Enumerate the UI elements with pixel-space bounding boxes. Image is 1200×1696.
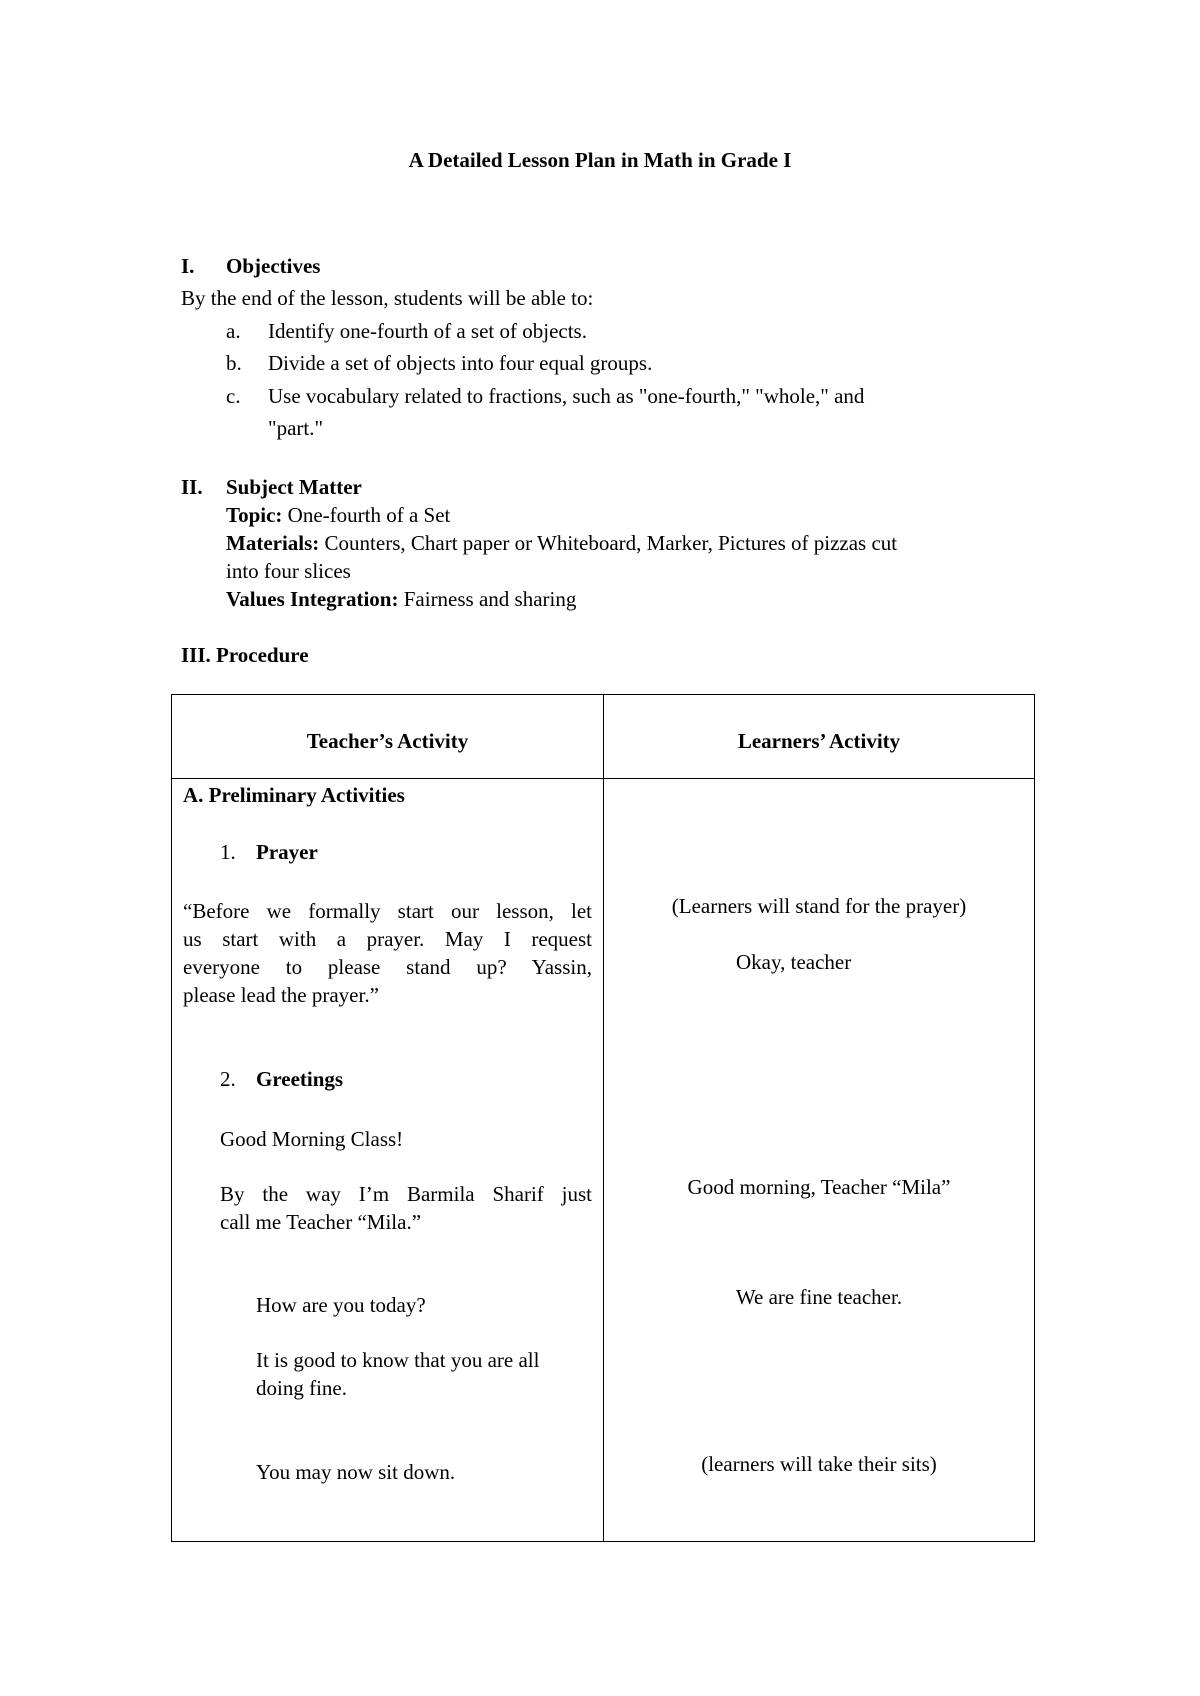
good-morning-class: Good Morning Class! <box>220 1127 404 1151</box>
teacher-intro-line: By the way I’m Barmila Sharif just <box>220 1182 592 1206</box>
good-to-know-line: doing fine. <box>256 1376 347 1400</box>
materials-line <box>226 533 897 554</box>
how-are-you-today: How are you today? <box>256 1293 426 1317</box>
learners-sit-response: (learners will take their sits) <box>701 1452 937 1476</box>
procedure-table <box>171 694 1035 1542</box>
objectives-number: I. <box>181 254 195 278</box>
objective-c-text-cont: "part." <box>268 416 324 440</box>
objective-a-marker: a. <box>226 319 241 343</box>
learners-activity-header: Learners’ Activity <box>737 729 901 753</box>
greetings-number: 2. <box>220 1067 236 1091</box>
learners-fine-response: We are fine teacher. <box>735 1285 903 1309</box>
materials-value: Counters, Chart paper or Whiteboard, Marker, Pictures of pizzas cut <box>324 531 898 555</box>
objective-b-marker: b. <box>226 351 242 375</box>
learners-okay-response: Okay, teacher <box>736 950 852 974</box>
header-divider <box>172 778 1034 779</box>
column-divider <box>603 695 604 1541</box>
objective-c-text: Use vocabulary related to fractions, such as "one-fourth," "whole," and <box>268 384 865 408</box>
materials-label: Materials: <box>226 531 320 555</box>
teacher-activity-header: Teacher’s Activity <box>306 729 469 753</box>
prayer-text-line: please lead the prayer.” <box>183 983 379 1007</box>
values-value: Fairness and sharing <box>403 587 577 611</box>
sit-down-instruction: You may now sit down. <box>256 1460 456 1484</box>
subject-number: II. <box>181 475 203 499</box>
procedure-heading: III. Procedure <box>181 643 309 667</box>
topic-label: Topic: <box>226 503 283 527</box>
values-line <box>226 589 576 610</box>
prayer-number: 1. <box>220 840 236 864</box>
prayer-text-line: everyone to please stand up? Yassin, <box>183 955 592 979</box>
prayer-text-line: “Before we formally start our lesson, let <box>183 899 592 923</box>
learners-stand-response: (Learners will stand for the prayer) <box>671 894 967 918</box>
good-to-know-line: It is good to know that you are all <box>256 1348 540 1372</box>
topic-value: One-fourth of a Set <box>287 503 451 527</box>
objectives-intro: By the end of the lesson, students will be able to: <box>181 286 594 310</box>
values-label: Values Integration: <box>226 587 399 611</box>
greetings-heading: Greetings <box>256 1067 344 1091</box>
materials-value-cont: into four slices <box>226 559 351 583</box>
prayer-heading: Prayer <box>256 840 318 864</box>
objective-c-marker: c. <box>226 384 241 408</box>
teacher-intro-line: call me Teacher “Mila.” <box>220 1210 422 1234</box>
learners-good-morning-response: Good morning, Teacher “Mila” <box>687 1175 951 1199</box>
objective-a-text: Identify one-fourth of a set of objects. <box>268 319 587 343</box>
subject-heading: Subject Matter <box>226 475 362 499</box>
objective-b-text: Divide a set of objects into four equal groups. <box>268 351 653 375</box>
preliminary-activities-heading: A. Preliminary Activities <box>183 783 405 807</box>
prayer-text-line: us start with a prayer. May I request <box>183 927 592 951</box>
document-title: A Detailed Lesson Plan in Math in Grade I <box>408 148 792 172</box>
topic-line <box>226 505 450 526</box>
objectives-heading: Objectives <box>226 254 321 278</box>
